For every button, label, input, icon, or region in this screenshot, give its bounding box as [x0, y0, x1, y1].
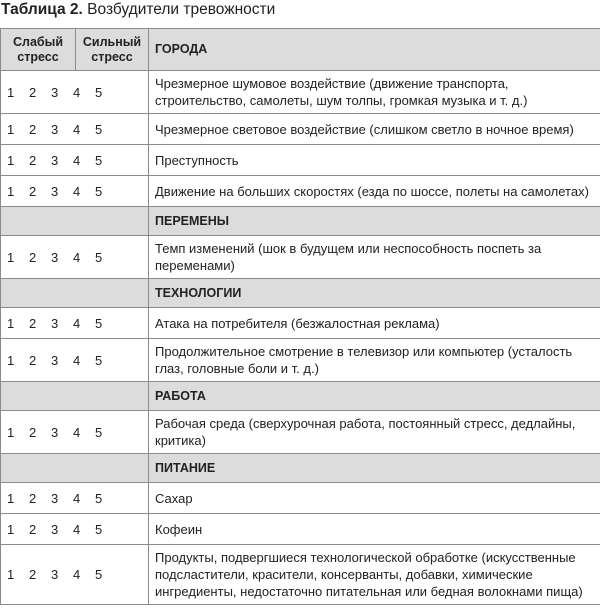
scale-value: 3 — [51, 352, 59, 368]
table-row — [1, 236, 600, 279]
scale-value: 5 — [95, 152, 103, 168]
scale-value: 3 — [51, 567, 59, 582]
scale-value: 1 — [7, 352, 15, 368]
stressor-description: Атака на потребителя (безжалостная реклама) — [149, 308, 600, 339]
table-row — [1, 308, 600, 339]
scale-value: 2 — [29, 121, 37, 137]
stress-scale — [1, 308, 103, 339]
stressor-description: Чрезмерное шумовое воздействие (движение транспорта, строительство, самолеты, шум толпы, громкая музыка и т. д.) — [149, 71, 600, 114]
scale-value: 1 — [7, 249, 15, 265]
scale-value: 1 — [7, 521, 15, 537]
scale-value: 3 — [51, 315, 59, 331]
scale-value: 1 — [7, 152, 15, 168]
scale-value: 4 — [73, 152, 81, 168]
section-row — [1, 207, 600, 236]
section-spacer — [1, 207, 149, 236]
stressor-description: Рабочая среда (сверхурочная работа, постоянный стресс, дедлайны, критика) — [149, 411, 600, 454]
stress-scale — [1, 339, 103, 382]
scale-value: 2 — [29, 249, 37, 265]
scale-value: 2 — [29, 490, 37, 506]
section-label: ПЕРЕМЕНЫ — [149, 207, 600, 236]
scale-value: 5 — [95, 249, 103, 265]
table-row — [1, 145, 600, 176]
scale-value: 1 — [7, 567, 15, 582]
stress-scale — [1, 483, 103, 514]
stress-scale — [1, 411, 103, 454]
stressor-description: Сахар — [149, 483, 600, 514]
section-label: ТЕХНОЛОГИИ — [149, 279, 600, 308]
stressor-description: Кофеин — [149, 514, 600, 545]
stressor-description: Продукты, подвергшиеся технологической обработке (искусственные подсластители, красители, консерванты, добавки, химические ингредиенты, недостаточно питательная или бедная волокнами пища) — [149, 545, 600, 605]
stressor-description: Темп изменений (шок в будущем или неспособность поспеть за переменами) — [149, 236, 600, 279]
scale-value: 5 — [95, 352, 103, 368]
scale-value: 4 — [73, 84, 81, 100]
section-label: РАБОТА — [149, 382, 600, 411]
scale-value: 2 — [29, 315, 37, 331]
section-spacer — [1, 382, 149, 411]
scale-value: 3 — [51, 521, 59, 537]
scale-value: 2 — [29, 424, 37, 440]
stressor-description: Чрезмерное световое воздействие (слишком светло в ночное время) — [149, 114, 600, 145]
header-category-city: ГОРОДА — [149, 29, 600, 71]
scale-value: 1 — [7, 121, 15, 137]
scale-value: 3 — [51, 490, 59, 506]
scale-value: 3 — [51, 424, 59, 440]
table-row — [1, 514, 600, 545]
scale-value: 1 — [7, 183, 15, 199]
scale-value: 2 — [29, 521, 37, 537]
scale-value: 5 — [95, 490, 103, 506]
scale-value: 3 — [51, 183, 59, 199]
scale-value: 2 — [29, 352, 37, 368]
table-row — [1, 176, 600, 207]
section-row — [1, 382, 600, 411]
section-label: ПИТАНИЕ — [149, 454, 600, 483]
table-row — [1, 411, 600, 454]
scale-value: 4 — [73, 490, 81, 506]
stress-scale — [1, 145, 103, 176]
stress-scale — [1, 176, 103, 207]
scale-value: 4 — [73, 424, 81, 440]
scale-value: 1 — [7, 315, 15, 331]
stressor-description: Преступность — [149, 145, 600, 176]
scale-value: 5 — [95, 424, 103, 440]
caption-title: Возбудители тревожности — [87, 1, 276, 18]
section-spacer — [1, 279, 149, 308]
scale-value: 5 — [95, 521, 103, 537]
scale-value: 1 — [7, 84, 15, 100]
stressors-table — [0, 28, 600, 605]
scale-value: 2 — [29, 84, 37, 100]
scale-value: 4 — [73, 315, 81, 331]
scale-value: 3 — [51, 152, 59, 168]
section-row — [1, 279, 600, 308]
scale-value: 5 — [95, 121, 103, 137]
stress-scale — [1, 236, 103, 279]
caption-label: Таблица 2. — [1, 1, 83, 18]
stress-scale — [1, 114, 103, 145]
section-row — [1, 454, 600, 483]
stressor-description: Продолжительное смотрение в телевизор или компьютер (усталость глаз, головные боли и т. д.) — [149, 339, 600, 382]
scale-value: 3 — [51, 121, 59, 137]
scale-value: 4 — [73, 352, 81, 368]
table-row — [1, 114, 600, 145]
table-row — [1, 545, 600, 605]
scale-value: 4 — [73, 183, 81, 199]
scale-value: 4 — [73, 249, 81, 265]
scale-value: 5 — [95, 315, 103, 331]
scale-value: 3 — [51, 84, 59, 100]
table-caption — [1, 0, 275, 22]
scale-value: 5 — [95, 183, 103, 199]
table-body — [1, 71, 600, 605]
table-row — [1, 71, 600, 114]
table-row — [1, 483, 600, 514]
table-row — [1, 339, 600, 382]
table-header-row — [1, 29, 600, 71]
scale-value: 1 — [7, 424, 15, 440]
scale-value: 2 — [29, 152, 37, 168]
scale-value: 5 — [95, 567, 103, 582]
scale-value: 3 — [51, 249, 59, 265]
stress-scale — [1, 545, 103, 605]
scale-value: 5 — [95, 84, 103, 100]
scale-value: 2 — [29, 183, 37, 199]
scale-value: 4 — [73, 521, 81, 537]
section-spacer — [1, 454, 149, 483]
header-weak-stress: Слабый стресс — [1, 29, 76, 71]
stress-scale — [1, 71, 103, 114]
scale-value: 1 — [7, 490, 15, 506]
scale-value: 4 — [73, 121, 81, 137]
stressor-description: Движение на больших скоростях (езда по шоссе, полеты на самолетах) — [149, 176, 600, 207]
scale-value: 4 — [73, 567, 81, 582]
stress-scale — [1, 514, 103, 545]
header-strong-stress: Сильный стресс — [76, 29, 149, 71]
scale-value: 2 — [29, 567, 37, 582]
